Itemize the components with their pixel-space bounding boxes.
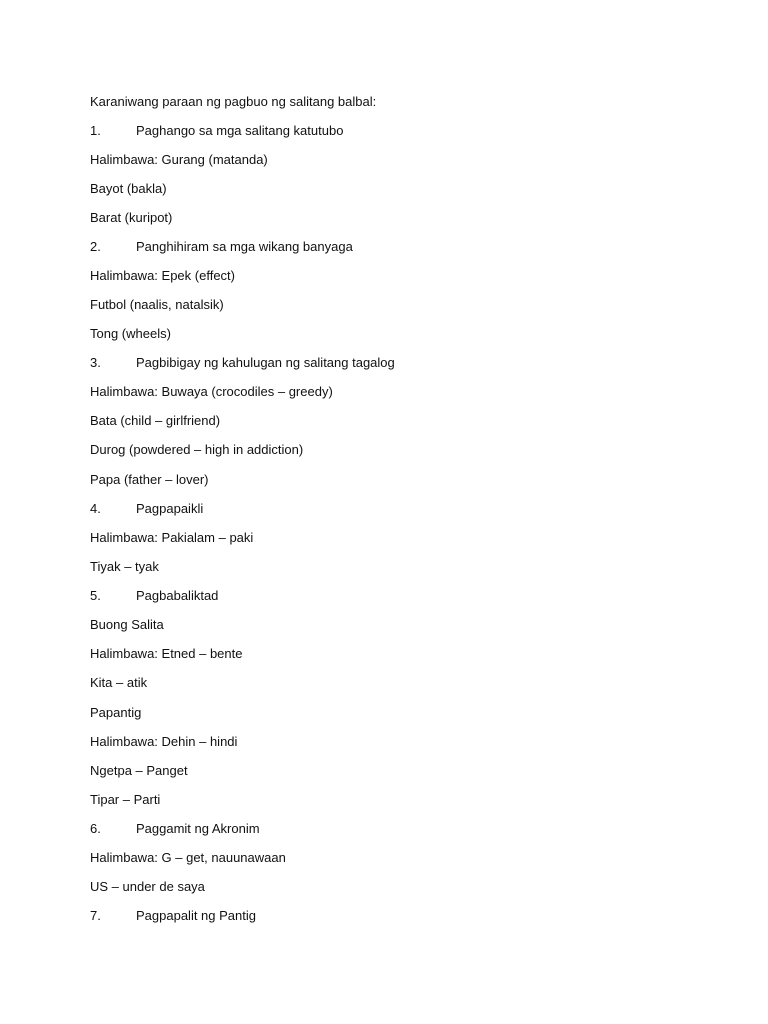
document-line [90, 297, 224, 313]
line-text: Ngetpa – Panget [90, 763, 188, 778]
document-line [90, 268, 235, 284]
document-line [90, 326, 171, 342]
line-text: US – under de saya [90, 879, 205, 894]
line-text: Barat (kuripot) [90, 210, 173, 225]
line-text: Tong (wheels) [90, 326, 171, 341]
document-line [90, 413, 220, 429]
document-line [90, 617, 164, 633]
document-line [90, 210, 172, 226]
line-text: Halimbawa: Buwaya (crocodiles – greedy) [90, 384, 333, 399]
line-number: 5. [90, 588, 101, 603]
line-number: 4. [90, 501, 101, 516]
line-text: Halimbawa: Etned – bente [90, 646, 243, 661]
document-line [90, 239, 353, 255]
line-number: 7. [90, 908, 101, 923]
document-line [90, 763, 188, 779]
document-line [90, 152, 268, 168]
document-line [90, 442, 303, 458]
document-line [90, 181, 167, 197]
line-text: Halimbawa: Dehin – hindi [90, 734, 238, 749]
document-line [90, 675, 147, 691]
line-number: 3. [90, 355, 101, 370]
line-text: Tipar – Parti [90, 792, 161, 807]
line-text: Panghihiram sa mga wikang banyaga [136, 239, 353, 254]
line-text: Pagpapalit ng Pantig [136, 908, 256, 923]
line-text: Papantig [90, 705, 142, 720]
document-line [90, 384, 333, 400]
line-text: Futbol (naalis, natalsik) [90, 297, 224, 312]
document-line [90, 94, 376, 110]
line-text: Bata (child – girlfriend) [90, 413, 221, 428]
document-line [90, 908, 256, 924]
document-line [90, 588, 218, 604]
line-text: Paggamit ng Akronim [136, 821, 260, 836]
document-line [90, 501, 203, 517]
document-line [90, 821, 260, 837]
line-text: Buong Salita [90, 617, 164, 632]
line-text: Halimbawa: Epek (effect) [90, 268, 235, 283]
document-line [90, 734, 237, 750]
document-line [90, 792, 160, 808]
line-text: Pagpapaikli [136, 501, 204, 516]
line-text: Kita – atik [90, 675, 148, 690]
document-line [90, 850, 286, 866]
line-text: Paghango sa mga salitang katutubo [136, 123, 344, 138]
document-line [90, 559, 159, 575]
document-line [90, 705, 141, 721]
document-line [90, 646, 242, 662]
line-text: Pagbabaliktad [136, 588, 219, 603]
line-text: Durog (powdered – high in addiction) [90, 442, 304, 457]
line-text: Halimbawa: Pakialam – paki [90, 530, 254, 545]
line-text: Papa (father – lover) [90, 472, 209, 487]
line-number: 1. [90, 123, 101, 138]
document-line [90, 472, 209, 488]
line-text: Halimbawa: Gurang (matanda) [90, 152, 268, 167]
document-line [90, 879, 205, 895]
document-line [90, 123, 343, 139]
document-line [90, 530, 253, 546]
line-text: Pagbibigay ng kahulugan ng salitang tagalog [136, 355, 395, 370]
line-text: Karaniwang paraan ng pagbuo ng salitang balbal: [90, 94, 377, 109]
line-text: Bayot (bakla) [90, 181, 167, 196]
line-number: 2. [90, 239, 101, 254]
line-number: 6. [90, 821, 101, 836]
line-text: Halimbawa: G – get, nauunawaan [90, 850, 286, 865]
document-line [90, 355, 395, 371]
line-text: Tiyak – tyak [90, 559, 159, 574]
